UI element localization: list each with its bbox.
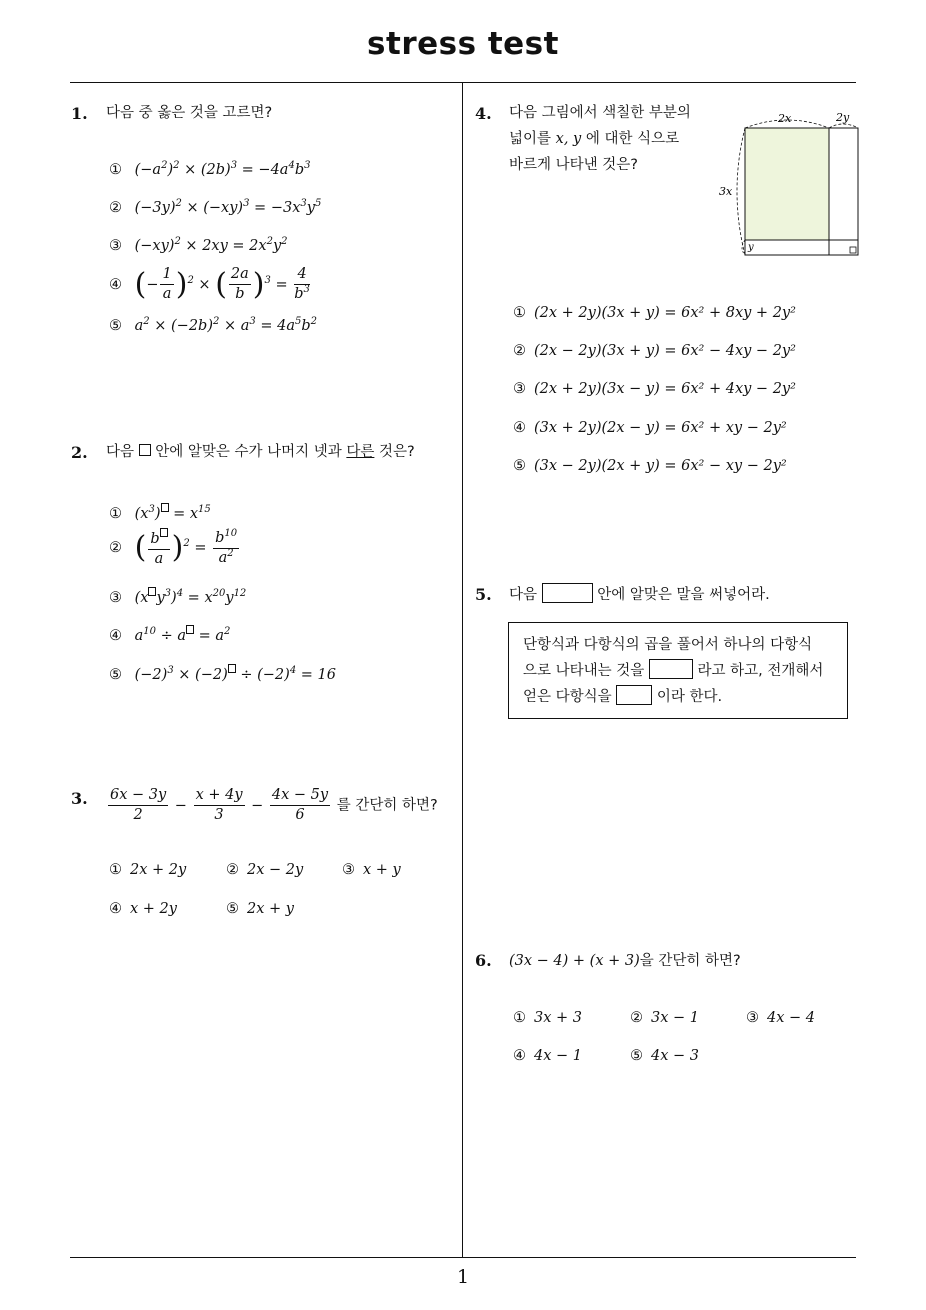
q3-expression [106,787,438,824]
q1-option-4[interactable] [109,266,312,303]
q6-option-expr: 4x − 4 [767,1010,815,1026]
q2-option-mark: ③ [109,590,122,606]
q2-text-underlined: 다른 [346,444,375,460]
dim-arc-left [737,128,745,255]
q4-option-4[interactable] [513,420,787,436]
q3-option-expr: x + y [363,862,401,878]
q2-option-expr: $(x^3) = x^{15}$ [134,504,211,522]
q5-concept-box [508,622,848,719]
q4-option-expr: (2x + 2y)(3x − y) = 6x² + 4xy − 2y² [534,381,796,397]
q1-option-expr: $a^2 \times (-2b)^2 \times a^3 = 4a^5b^2$ [134,316,318,334]
q5-box-line1: 단항식과 다항식의 곱을 풀어서 하나의 다항식 [523,637,813,653]
q2-option-expr: $a^{10} \div a = a^2$ [134,626,231,644]
q1-option-expr: $(-a^2)^2 \times (2b)^3 = -4a^4b^3$ [134,160,311,178]
q6-option-mark: ④ [513,1048,526,1064]
q4-option-mark: ④ [513,420,526,436]
q2-number: 2. [71,443,88,462]
q5-box-line3 [523,685,722,706]
q3-option-mark: ④ [109,901,122,917]
q6-option-expr: 4x − 1 [534,1048,582,1064]
q5-box-line2-b: 라고 하고, 전개해서 [697,663,824,679]
label-2x: 2x [778,112,792,125]
q3-option-4[interactable] [109,901,177,917]
q5-text [509,583,770,608]
q2-option-4[interactable] [109,625,230,644]
q4-option-mark: ③ [513,381,526,397]
q6-option-mark: ⑤ [630,1048,643,1064]
q5-box-line3-b: 이라 한다. [656,689,723,705]
q3-option-mark: ② [226,862,239,878]
q2-option-expr: ( $\frac{b}{a}$ )$^2$ = $\frac{b^{10}}{a^2}$ [134,527,238,567]
q2-option-mark: ① [109,506,122,522]
q4-option-1[interactable] [513,305,796,321]
q4-option-expr: (3x + 2y)(2x − y) = 6x² + xy − 2y² [534,420,787,436]
q4-option-expr: (2x − 2y)(3x + y) = 6x² − 4xy − 2y² [534,343,796,359]
q2-option-1[interactable] [109,503,211,522]
q4-text-line3: 바르게 나타낸 것은? [509,157,638,173]
q4-text-line2 [509,127,679,152]
q3-option-mark: ⑤ [226,901,239,917]
q6-option-mark: ③ [746,1010,759,1026]
q6-option-1[interactable] [513,1010,582,1026]
q3-option-mark: ① [109,862,122,878]
q2-option-expr: $(-2)^3 \times (-2) \div (-2)^4 = 16$ [134,665,337,683]
q1-option-mark: ⑤ [109,318,122,334]
q1-option-mark: ① [109,162,122,178]
q3-option-1[interactable] [109,862,186,878]
q3-option-3[interactable] [342,862,401,878]
q2-option-5[interactable] [109,664,336,683]
q4-option-expr: (2x + 2y)(3x + y) = 6x² + 8xy + 2y² [534,305,796,321]
q4-text-vars: x, y [555,131,582,147]
bottom-rule [70,1257,856,1258]
q2-text [106,440,415,465]
label-y: y [748,242,754,253]
shaded-region [745,128,829,240]
q4-text-line2-a: 넓이를 [509,131,552,147]
q3-number: 3. [71,789,88,808]
blank-box-icon [139,444,151,456]
q6-text-tail: 을 간단히 하면? [639,953,741,969]
q6-option-4[interactable] [513,1048,582,1064]
q2-option-expr: (x $y^3)^4 = x^{20}y^{12}$ [134,588,247,606]
q6-number: 6. [475,951,492,970]
answer-blank-2[interactable] [616,685,652,705]
q4-option-2[interactable] [513,343,796,359]
q2-option-3[interactable] [109,587,246,606]
q3-option-mark: ③ [342,862,355,878]
q4-number: 4. [475,104,492,123]
q6-option-expr: 3x + 3 [534,1010,582,1026]
answer-blank-1[interactable] [649,659,693,679]
q4-option-5[interactable] [513,458,787,474]
q4-text-line2-b: 에 대한 식으로 [585,131,680,147]
q1-option-5[interactable] [109,318,317,334]
q4-option-expr: (3x − 2y)(2x + y) = 6x² − xy − 2y² [534,458,787,474]
q5-text-before: 다음 [509,587,538,603]
corner-mark [850,247,856,253]
q6-option-mark: ② [630,1010,643,1026]
page-title: stress test [367,26,559,62]
q1-number: 1. [71,104,88,123]
q6-option-5[interactable] [630,1048,699,1064]
q1-option-expr: $(-3y)^2 \times (-xy)^3 = -3x^3y^5$ [134,198,322,216]
q5-number: 5. [475,585,492,604]
label-3x: 3x [719,185,733,198]
q2-option-mark: ④ [109,628,122,644]
q6-option-3[interactable] [746,1010,815,1026]
q4-option-3[interactable] [513,381,796,397]
q6-text [509,949,741,970]
q2-text-after: 것은? [379,444,415,460]
q3-option-2[interactable] [226,862,303,878]
q1-option-mark: ④ [109,276,122,293]
q5-box-line3-a: 얻은 다항식을 [523,689,612,705]
q3-fraction-expr: $\frac{6x - 3y}{2}$ − $\frac{x + 4y}{3}$ − $\frac{4x - 5y}{6}$ [110,787,329,823]
q3-option-expr: 2x + y [247,901,294,917]
q5-box-line2-a: 으로 나타내는 것을 [523,663,645,679]
q4-option-mark: ① [513,305,526,321]
q4-figure [715,106,865,261]
q3-text: 를 간단히 하면? [336,797,438,814]
q2-option-mark: ⑤ [109,667,122,683]
q3-option-expr: 2x + 2y [130,862,187,878]
q1-option-expr: $(-xy)^2 \times 2xy = 2x^2y^2$ [134,236,288,254]
dim-arc-top-right [829,124,858,128]
q3-option-5[interactable] [226,901,294,917]
q1-option-mark: ③ [109,238,122,254]
q2-text-before: 다음 [106,444,135,460]
q2-option-mark: ② [109,540,122,556]
q6-expr: (3x − 4) + (x + 3) [509,953,640,969]
q2-option-2[interactable] [109,528,241,568]
q5-text-after: 안에 알맞은 말을 써넣어라. [597,587,770,603]
answer-blank-main [542,583,593,603]
q3-option-expr: 2x − 2y [247,862,304,878]
q4-text-line1: 다음 그림에서 색칠한 부분의 [509,105,691,121]
q6-option-expr: 3x − 1 [651,1010,699,1026]
q4-option-mark: ② [513,343,526,359]
q2-text-middle: 안에 알맞은 수가 나머지 넷과 [155,444,342,460]
q6-option-expr: 4x − 3 [651,1048,699,1064]
q1-option-2[interactable] [109,200,321,216]
page-number: 1 [456,1266,470,1288]
q1-text: 다음 중 옳은 것을 고르면? [106,105,273,121]
column-divider [462,83,463,1258]
q5-box-line2 [523,659,823,680]
q1-option-1[interactable] [109,162,311,178]
q3-option-expr: x + 2y [130,901,177,917]
q4-option-mark: ⑤ [513,458,526,474]
label-2y: 2y [836,111,850,124]
q1-option-3[interactable] [109,238,288,254]
q6-option-2[interactable] [630,1010,699,1026]
top-rule [70,82,856,83]
q6-option-mark: ① [513,1010,526,1026]
q1-option-mark: ② [109,200,122,216]
q1-option-expr: (− $\frac{1}{a}$ )$^2$ × ( $\frac{2a}{b}$ )$^3$ = $\frac{4}{b^3}$ [134,266,310,302]
